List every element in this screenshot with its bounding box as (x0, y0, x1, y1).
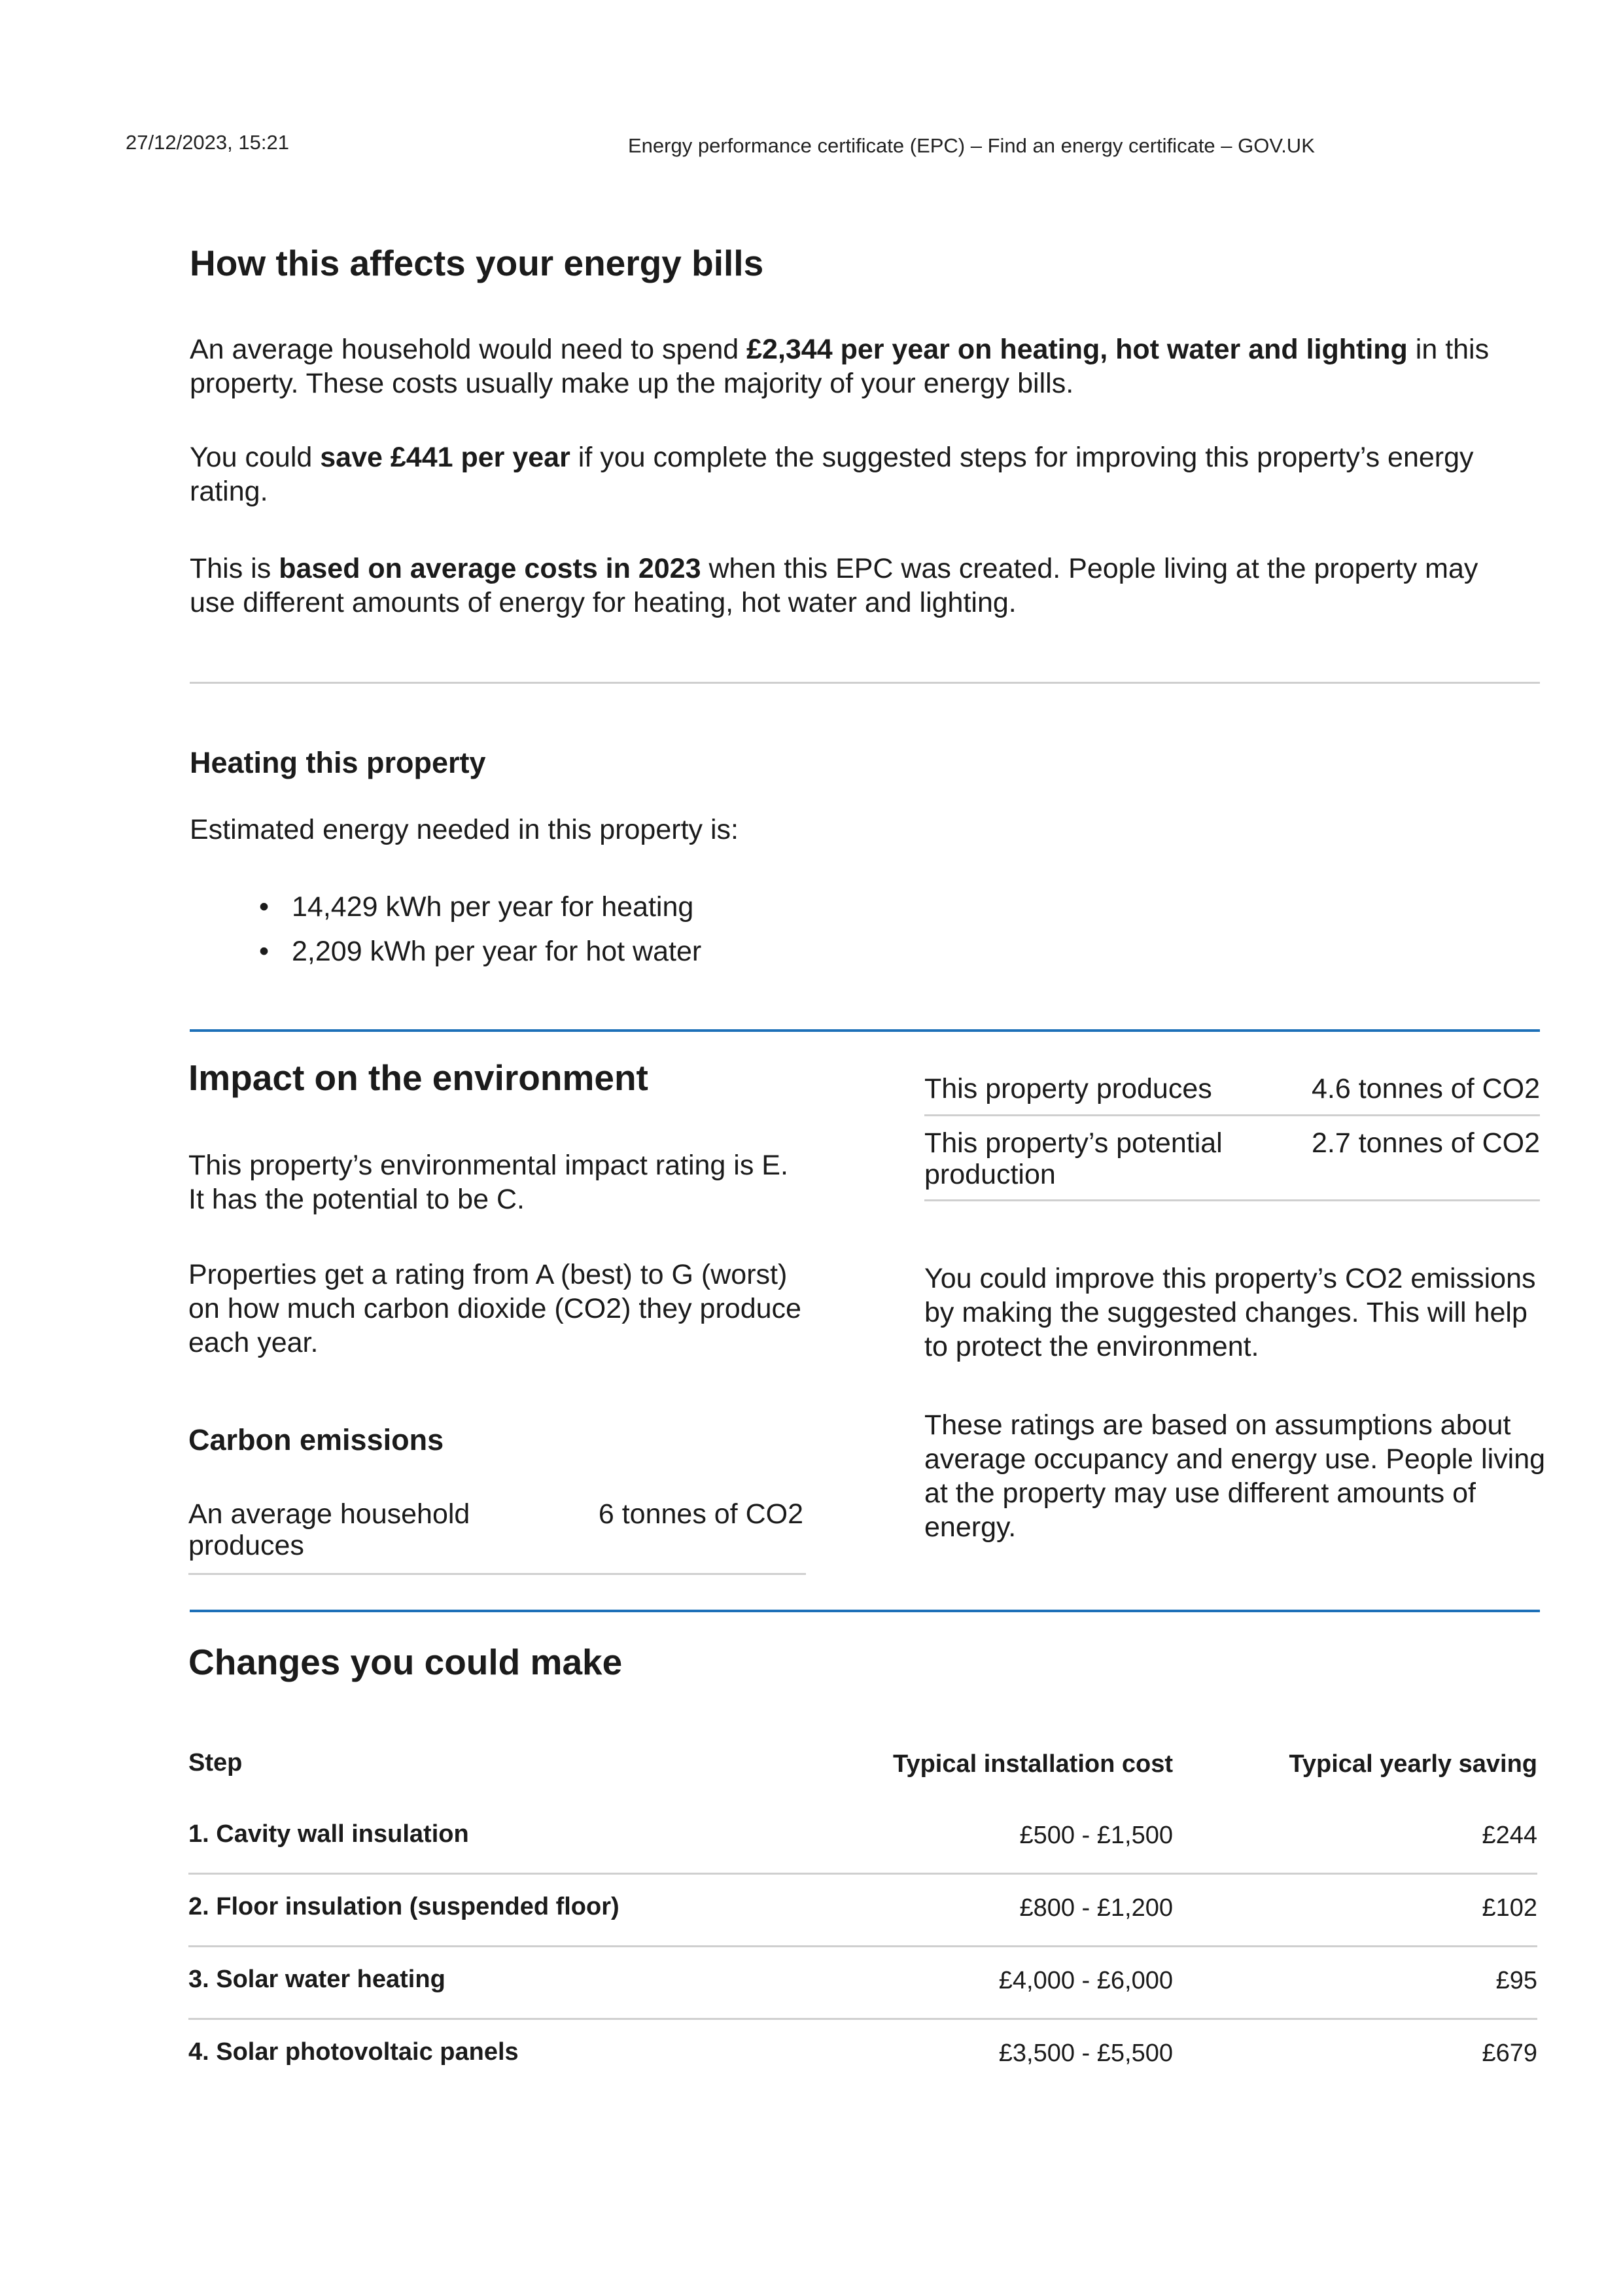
text: when this EPC was created. People living at the property may use different amounts of energy for heating, hot water and lighting. (190, 553, 1478, 618)
cost-cell: £800 - £1,200 (1019, 1894, 1173, 1922)
heating-intro: Estimated energy needed in this property is: (190, 814, 739, 845)
section-divider-blue (190, 1610, 1540, 1612)
column-header-step: Step (188, 1749, 243, 1776)
step-cell: 2. Floor insulation (suspended floor) (188, 1893, 620, 1920)
row-divider (188, 1945, 1537, 1947)
bullet-icon: • (259, 936, 270, 967)
carbon-emissions-heading: Carbon emissions (188, 1423, 444, 1457)
bullet-icon: • (259, 891, 270, 923)
bills-paragraph-1 (190, 332, 1544, 400)
row-divider (188, 1573, 806, 1575)
step-cell: 1. Cavity wall insulation (188, 1820, 469, 1848)
environment-rating-text: This property’s environmental impact rating is E. It has the potential to be C. (188, 1150, 788, 1215)
improve-emissions-text: You could improve this property’s CO2 emissions by making the suggested changes. This will help to protect the environment. (924, 1263, 1536, 1362)
bills-heading: How this affects your energy bills (190, 243, 764, 283)
text: An average household would need to spend (190, 334, 747, 365)
cost-cell: £4,000 - £6,000 (998, 1967, 1173, 1994)
column-header-cost: Typical installation cost (893, 1750, 1173, 1778)
saving-cell: £244 (1482, 1822, 1537, 1849)
ratings-assumptions-text: These ratings are based on assumptions about average occupancy and energy use. People living at the property may use different amounts of energy. (924, 1409, 1546, 1543)
saving-cell: £102 (1482, 1894, 1537, 1922)
text: This is (190, 553, 279, 584)
saving-cell: £679 (1482, 2040, 1537, 2067)
saving-cell: £95 (1495, 1967, 1537, 1994)
section-divider (190, 682, 1540, 684)
text: in this property. These costs usually make up the majority of your energy bills. (190, 334, 1490, 399)
environment-heading: Impact on the environment (188, 1057, 648, 1098)
step-cell: 3. Solar water heating (188, 1966, 445, 1993)
changes-heading: Changes you could make (188, 1642, 623, 1682)
heating-heading: Heating this property (190, 746, 486, 779)
list-item (259, 890, 694, 924)
potential-production-label: This property’s potential production (924, 1127, 1223, 1190)
bold-text: save £441 per year (320, 442, 570, 473)
average-household-value: 6 tonnes of CO2 (598, 1498, 803, 1530)
column-header-saving: Typical yearly saving (1289, 1750, 1537, 1778)
row-divider (188, 2018, 1537, 2020)
produces-label: This property produces (924, 1073, 1212, 1104)
produces-value: 4.6 tonnes of CO2 (1312, 1073, 1540, 1104)
print-datetime: 27/12/2023, 15:21 (126, 131, 289, 154)
bills-paragraph-2 (190, 440, 1498, 508)
bills-paragraph-3 (190, 552, 1518, 620)
row-divider (924, 1114, 1540, 1116)
bold-text: based on average costs in 2023 (279, 553, 701, 584)
row-divider (924, 1199, 1540, 1201)
bold-text: £2,344 per year on heating, hot water and lighting (746, 334, 1408, 365)
step-cell: 4. Solar photovoltaic panels (188, 2038, 519, 2066)
average-household-label: An average household produces (188, 1498, 470, 1561)
list-item-text: 14,429 kWh per year for heating (292, 891, 694, 923)
row-divider (188, 1873, 1537, 1875)
list-item-text: 2,209 kWh per year for hot water (292, 936, 702, 967)
environment-rating-explainer: Properties get a rating from A (best) to G (worst) on how much carbon dioxide (CO2) they produce each year. (188, 1259, 801, 1358)
potential-production-value: 2.7 tonnes of CO2 (1312, 1127, 1540, 1159)
cost-cell: £3,500 - £5,500 (998, 2040, 1173, 2067)
text: You could (190, 442, 321, 473)
section-divider-blue (190, 1029, 1540, 1032)
text: if you complete the suggested steps for improving this property’s energy rating. (190, 442, 1474, 507)
list-item (259, 934, 702, 968)
print-title: Energy performance certificate (EPC) – Find an energy certificate – GOV.UK (628, 134, 1315, 157)
cost-cell: £500 - £1,500 (1019, 1822, 1173, 1849)
